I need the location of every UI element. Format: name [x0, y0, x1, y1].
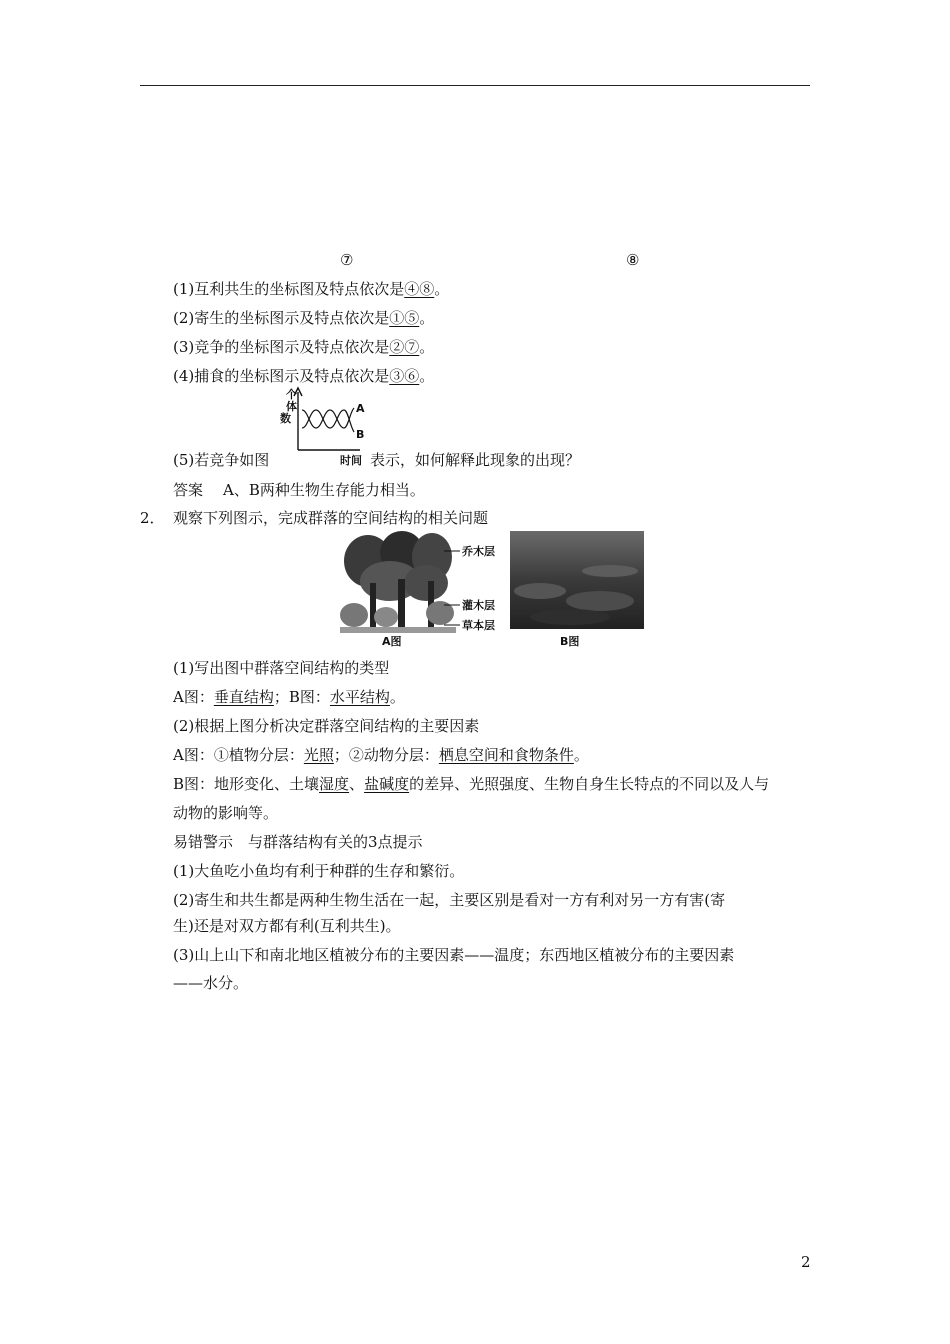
- figure-a-forest: [340, 531, 510, 649]
- y-axis-label-3: 数: [280, 412, 291, 425]
- answer-text: A、B两种生物生存能力相当。: [223, 481, 425, 499]
- label-herb-layer: 草本层: [462, 619, 495, 632]
- tree-trunk: [370, 583, 376, 631]
- y-axis-label-2: 体: [286, 400, 297, 413]
- punct: 、: [349, 775, 365, 793]
- shrub: [374, 607, 398, 627]
- q1-item-5-suffix: 表示，如何解释此现象的出现？: [370, 451, 581, 469]
- q1-item-1-answer: ④⑧: [404, 280, 435, 298]
- b2-answer-1: 湿度: [319, 775, 350, 793]
- grass-layer: [340, 627, 456, 633]
- warning-point-2: (2)寄生和共生都是两种生物生活在一起，主要区别是看对一方有利对另一方有害(寄: [173, 891, 726, 909]
- answer-label: 答案: [173, 481, 204, 499]
- x-axis-label: 时间: [340, 454, 362, 466]
- series-a-label: A: [356, 402, 365, 415]
- header-rule: [140, 85, 810, 86]
- warning-point-3: (3)山上山下和南北地区植被分布的主要因素——温度；东西地区植被分布的主要因素: [173, 946, 735, 964]
- caption-b: B图: [560, 635, 580, 648]
- tree-canopy: [404, 565, 448, 601]
- figure-marker-7: ⑦: [340, 251, 354, 269]
- grass-mound: [582, 565, 638, 577]
- q2-sub2-a: [173, 745, 589, 765]
- figure-marker-8: ⑧: [626, 251, 640, 269]
- punct: 。: [434, 280, 450, 298]
- y-axis-label-1: 个: [286, 388, 297, 401]
- a2-answer-1: 光照: [303, 746, 334, 764]
- warning-point-1: (1)大鱼吃小鱼均有利于种群的生存和繁衍。: [173, 862, 465, 880]
- q2-sub1: (1)写出图中群落空间结构的类型: [173, 659, 390, 677]
- grass-mound: [530, 609, 610, 625]
- punct: 。: [419, 338, 435, 356]
- b2-prefix: B图：地形变化、土壤: [173, 775, 320, 793]
- b2-rest: 的差异、光照强度、生物自身生长特点的不同以及人与: [409, 775, 770, 793]
- warning-point-3-cont: ——水分。: [173, 974, 249, 992]
- competition-mini-graph: [280, 382, 370, 466]
- q2-sub2-b-cont: 动物的影响等。: [173, 804, 279, 822]
- q1-item-4-answer: ③⑥: [389, 367, 420, 385]
- punct: ；: [273, 688, 289, 706]
- q2-number: 2．: [140, 509, 165, 527]
- b-label: B图：: [288, 688, 330, 706]
- q1-item-1: [173, 279, 449, 299]
- caption-a: A图: [382, 635, 402, 648]
- grass-mound: [514, 583, 566, 599]
- series-b-label: B: [356, 428, 365, 441]
- punct: 。: [389, 688, 405, 706]
- q1-item-4-text: (4)捕食的坐标图示及特点依次是: [173, 367, 390, 385]
- b2-answer-2: 盐碱度: [364, 775, 410, 793]
- a2-answer-2: 栖息空间和食物条件: [438, 746, 574, 764]
- punct: 。: [419, 367, 435, 385]
- q1-item-2: [173, 308, 434, 328]
- label-shrub-layer: 灌木层: [462, 599, 495, 612]
- b-answer: 水平结构: [329, 688, 390, 706]
- q2-sub2: (2)根据上图分析决定群落空间结构的主要因素: [173, 717, 480, 735]
- figure-b-grassland: [510, 531, 644, 649]
- grass-mound: [566, 591, 634, 611]
- q2-sub2-b: [173, 774, 769, 794]
- tree-trunk: [398, 579, 405, 631]
- a2-mid: ；②动物分层：: [333, 746, 439, 764]
- q1-item-3-text: (3)竞争的坐标图示及特点依次是: [173, 338, 390, 356]
- q2-title: 观察下列图示，完成群落的空间结构的相关问题: [173, 509, 489, 527]
- q1-item-1-text: (1)互利共生的坐标图及特点依次是: [173, 280, 405, 298]
- a-answer: 垂直结构: [213, 688, 274, 706]
- q1-answer: [173, 480, 425, 500]
- a-label: A图：: [173, 688, 214, 706]
- punct: 。: [419, 309, 435, 327]
- q1-item-3-answer: ②⑦: [389, 338, 420, 356]
- punct: 。: [573, 746, 589, 764]
- warning-point-2-cont: 生)还是对双方都有利(互利共生)。: [173, 917, 401, 935]
- warning-title: 易错警示 与群落结构有关的3点提示: [173, 833, 423, 851]
- a2-prefix: A图：①植物分层：: [173, 746, 304, 764]
- q2-sub1-answer: [173, 687, 405, 707]
- shrub: [340, 603, 368, 627]
- q1-item-2-answer: ①⑤: [389, 309, 420, 327]
- q1-item-3: [173, 337, 434, 357]
- q1-item-5-prefix: (5)若竞争如图: [173, 451, 270, 469]
- label-tree-layer: 乔木层: [462, 545, 495, 558]
- q1-item-2-text: (2)寄生的坐标图示及特点依次是: [173, 309, 390, 327]
- page-number: 2: [801, 1253, 811, 1271]
